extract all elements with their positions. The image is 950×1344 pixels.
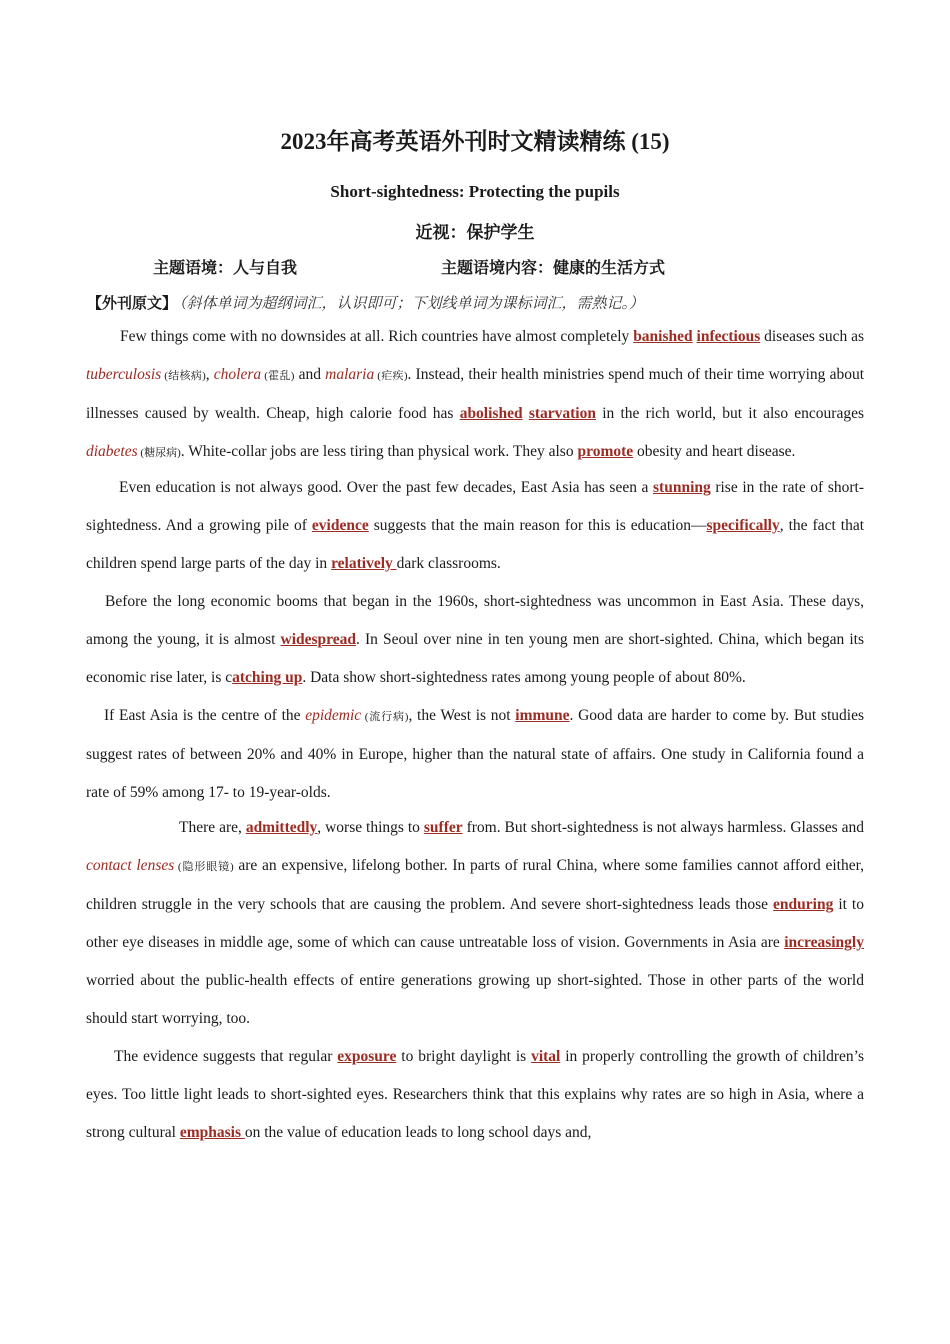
advanced-word: diabetes xyxy=(86,443,138,460)
vocab-word: relatively xyxy=(331,555,397,572)
paragraph-5 xyxy=(86,809,864,1038)
vocab-word: suffer xyxy=(423,819,463,836)
paragraph-4 xyxy=(86,697,864,812)
vocab-word: infectious xyxy=(696,328,761,345)
text-run: worried about the public-health effects of entire generations growing up short-sighted. Those in other parts of the world should start worrying, too. xyxy=(86,972,864,1027)
vocab-word: immune xyxy=(515,707,570,724)
text-run: in properly controlling the growth of children’s eyes. Too little light leads to short-sighted eyes. Researchers think that this explains why rates are so high in Asia, where a strong cultural xyxy=(86,1048,865,1141)
text-run: on the value of education leads to long school days and, xyxy=(244,1124,592,1141)
source-note: （斜体单词为超纲词汇，认识即可；下划线单词为课标词汇，需熟记。） xyxy=(179,296,645,312)
text-run: from. But short-sightedness is not always harmless. Glasses and xyxy=(462,819,864,836)
paragraph-6 xyxy=(86,1038,864,1152)
advanced-word: tuberculosis xyxy=(86,366,162,383)
chinese-gloss: (糖尿病) xyxy=(137,447,181,459)
paragraph-2 xyxy=(86,469,864,583)
vocab-word: promote xyxy=(577,443,634,460)
chinese-gloss: (流行病) xyxy=(361,711,409,723)
vocab-word: enduring xyxy=(773,896,834,913)
text-run: diseases such as xyxy=(760,328,865,345)
advanced-word: epidemic xyxy=(305,707,362,724)
text-run: . White-collar jobs are less tiring than physical work. They also xyxy=(180,443,578,460)
vocab-word: widespread xyxy=(280,631,357,648)
text-run: are an expensive, lifelong bother. In parts of rural China, where some families cannot afford either, children struggle in the very schools that are causing the problem. And severe short-sightedness leads those xyxy=(86,857,864,913)
vocab-word: admittedly xyxy=(245,819,318,836)
text-run: in the rich world, but it also encourages xyxy=(595,405,865,422)
vocab-word: atching up xyxy=(232,669,303,686)
chinese-gloss: (疟疾) xyxy=(374,370,408,382)
text-run: The evidence suggests that regular xyxy=(114,1048,338,1065)
vocab-word: vital xyxy=(531,1048,561,1065)
source-label: 【外刊原文】 xyxy=(87,296,178,312)
text-run: dark classrooms. xyxy=(396,555,501,572)
text-run: to bright daylight is xyxy=(396,1048,532,1065)
vocab-word: starvation xyxy=(528,405,596,422)
text-run: , xyxy=(205,366,214,383)
vocab-word: banished xyxy=(633,328,693,345)
text-run: it to other eye diseases in middle age, some of which can cause untreatable loss of vision. Governments in Asia are xyxy=(86,896,864,951)
text-run: , the West is not xyxy=(408,707,516,724)
vocab-word: evidence xyxy=(311,517,369,534)
text-run: , the fact that children spend large parts of the day in xyxy=(86,517,864,572)
article-body xyxy=(86,318,864,1152)
theme-content: 主题语境内容：健康的生活方式 xyxy=(441,260,666,277)
document-title: 2023年高考英语外刊时文精读精练 (15) xyxy=(280,129,670,154)
text-run: and xyxy=(294,366,326,383)
text-run: Before the long economic booms that began in the 1960s, short-sightedness was uncommon in East Asia. These days, among the young, it is almost xyxy=(86,593,864,648)
vocab-word: emphasis xyxy=(179,1124,245,1141)
chinese-gloss: (结核病) xyxy=(161,370,206,382)
advanced-word: contact lenses xyxy=(86,857,175,874)
text-run: . Good data are harder to come by. But studies suggest rates of between 20% and 40% in Europe, higher than the natural state of affairs. One study in California found a rate of 59% among 17- to 19-year-olds. xyxy=(86,707,864,801)
advanced-word: cholera xyxy=(213,366,262,383)
source-heading xyxy=(87,292,644,313)
text-run: obesity and heart disease. xyxy=(633,443,796,460)
paragraph-3 xyxy=(86,583,864,697)
text-run: Even education is not always good. Over the past few decades, East Asia has seen a xyxy=(119,479,654,496)
text-run: . In Seoul over nine in ten young men are short-sighted. China, which began its economic rise later, is c xyxy=(86,631,865,686)
vocab-word: abolished xyxy=(459,405,523,422)
vocab-word: specifically xyxy=(706,517,780,534)
vocab-word: stunning xyxy=(653,479,711,496)
vocab-word: increasingly xyxy=(784,934,864,951)
text-run: If East Asia is the centre of the xyxy=(104,707,306,724)
vocab-word: exposure xyxy=(337,1048,397,1065)
article-title: Short-sightedness: Protecting the pupils xyxy=(330,182,620,201)
chinese-gloss: (隐形眼镜) xyxy=(174,861,234,873)
theme-context: 主题语境：人与自我 xyxy=(153,260,298,277)
text-run: . Data show short-sightedness rates among young people of about 80%. xyxy=(302,669,746,686)
paragraph-1 xyxy=(86,318,864,472)
text-run: rise in the rate of short-sightedness. And a growing pile of xyxy=(86,479,864,534)
advanced-word: malaria xyxy=(325,366,375,383)
text-run: There are, xyxy=(179,819,246,836)
article-title-chinese: 近视：保护学生 xyxy=(415,223,535,242)
text-run: , worse things to xyxy=(317,819,424,836)
text-run: Few things come with no downsides at all. Rich countries have almost completely xyxy=(120,328,634,345)
text-run: . Instead, their health ministries spend much of their time worrying about illnesses caused by wealth. Cheap, high calorie food has xyxy=(86,366,865,422)
chinese-gloss: (霍乱) xyxy=(261,370,295,382)
text-run: suggests that the main reason for this is education— xyxy=(368,517,707,534)
